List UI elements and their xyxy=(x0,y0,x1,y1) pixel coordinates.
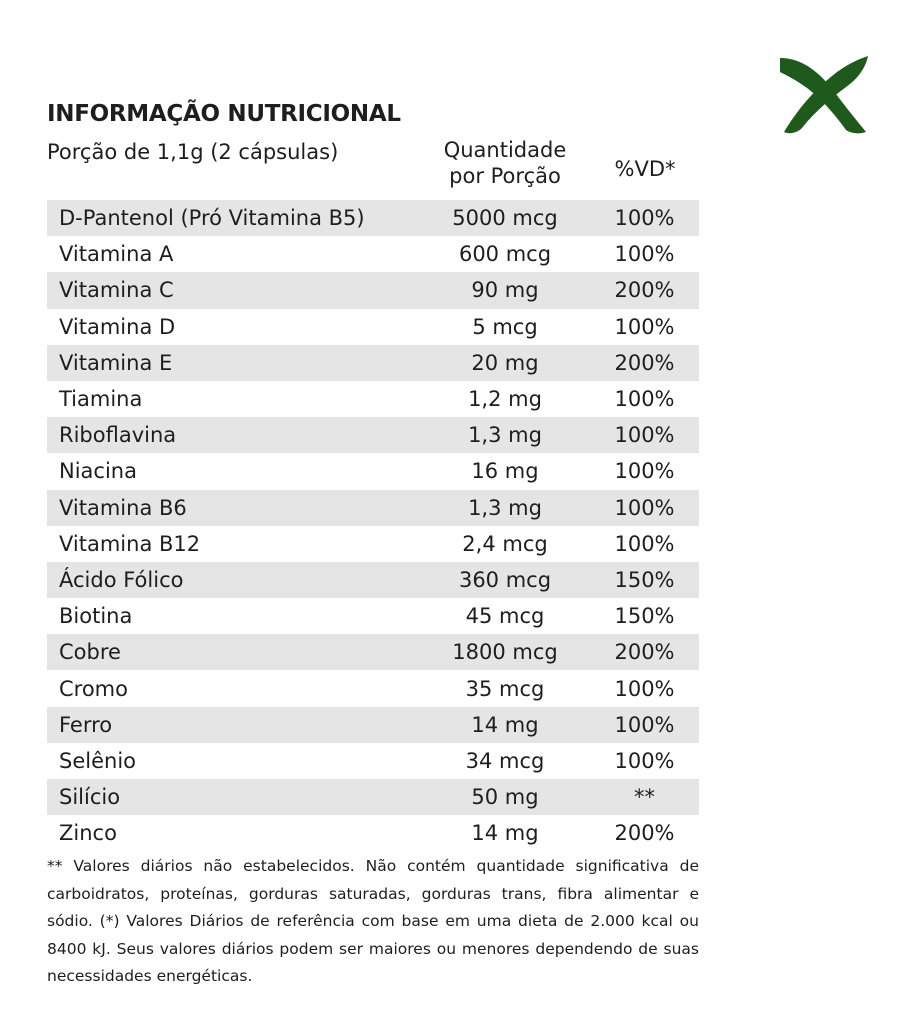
table-row xyxy=(47,236,699,272)
nutrient-name: Selênio xyxy=(59,748,136,773)
table-row xyxy=(47,381,699,417)
nutrient-quantity: 600 mcg xyxy=(458,242,552,267)
nutrient-quantity: 14 mg xyxy=(471,712,539,737)
table-row xyxy=(47,453,699,489)
column-header-quantity xyxy=(420,137,590,189)
nutrient-quantity: 1,3 mg xyxy=(468,495,542,520)
nutrient-name: Vitamina B12 xyxy=(59,531,201,556)
nutrient-vd: 100% xyxy=(614,531,675,556)
table-row xyxy=(47,598,699,634)
nutrient-vd: 200% xyxy=(614,640,675,665)
nutrient-name: D-Pantenol (Pró Vitamina B5) xyxy=(59,206,365,231)
nutrient-vd: 100% xyxy=(614,676,675,701)
nutrient-name: Vitamina A xyxy=(59,242,174,267)
table-row xyxy=(47,345,699,381)
nutrient-quantity: 5 mcg xyxy=(472,314,538,339)
nutrient-vd: 100% xyxy=(614,314,675,339)
nutrient-quantity: 2,4 mcg xyxy=(462,531,548,556)
column-header-quantity-line1: Quantidade xyxy=(443,138,567,162)
table-row xyxy=(47,526,699,562)
nutrient-vd: ** xyxy=(634,785,655,810)
nutrient-quantity: 1,2 mg xyxy=(468,387,542,412)
nutrient-name: Tiamina xyxy=(59,387,143,412)
nutrient-quantity: 1,3 mg xyxy=(468,423,542,448)
column-header-quantity-line2: por Porção xyxy=(449,164,561,188)
nutrient-name: Silício xyxy=(59,785,121,810)
nutrient-vd: 100% xyxy=(614,748,675,773)
nutrient-vd: 200% xyxy=(614,350,675,375)
nutrient-name: Ferro xyxy=(59,712,113,737)
nutrient-quantity: 1800 mcg xyxy=(452,640,558,665)
nutrient-vd: 100% xyxy=(614,423,675,448)
table-row xyxy=(47,562,699,598)
nutrient-name: Vitamina C xyxy=(59,278,174,303)
page-title: INFORMAÇÃO NUTRICIONAL xyxy=(47,101,401,127)
nutrient-vd: 100% xyxy=(614,459,675,484)
nutrient-name: Ácido Fólico xyxy=(59,567,184,592)
table-row xyxy=(47,743,699,779)
footnote: ** Valores diários não estabelecidos. Não contém quantidade significativa de carboidratos, proteínas, gorduras saturadas, gorduras trans, fibra alimentar e sódio. (*) Valores Diários de referência com base em uma dieta de 2.000 kcal ou 8400 kJ. Seus valores diários podem ser maiores ou menores dependendo de suas necessidades energéticas. xyxy=(47,857,699,985)
nutrient-vd: 100% xyxy=(614,242,675,267)
nutrient-vd: 100% xyxy=(614,495,675,520)
nutrient-vd: 100% xyxy=(614,387,675,412)
nutrient-name: Cobre xyxy=(59,640,121,665)
nutrient-quantity: 34 mcg xyxy=(465,748,545,773)
nutrient-quantity: 14 mg xyxy=(471,821,539,846)
portion-size: Porção de 1,1g (2 cápsulas) xyxy=(47,140,339,164)
nutrient-vd: 200% xyxy=(614,278,675,303)
table-row xyxy=(47,200,699,236)
table-row xyxy=(47,417,699,453)
nutrient-quantity: 360 mcg xyxy=(458,567,552,592)
x-leaf-logo-icon xyxy=(776,52,870,136)
table-row xyxy=(47,779,699,815)
brand-logo-icon xyxy=(776,52,870,136)
nutrient-name: Riboflavina xyxy=(59,423,177,448)
table-row xyxy=(47,490,699,526)
nutrient-quantity: 45 mcg xyxy=(465,604,545,629)
nutrient-quantity: 90 mg xyxy=(471,278,539,303)
nutrient-quantity: 20 mg xyxy=(471,350,539,375)
nutrient-vd: 100% xyxy=(614,712,675,737)
nutrient-quantity: 5000 mcg xyxy=(452,206,558,231)
table-row xyxy=(47,309,699,345)
nutrient-name: Zinco xyxy=(59,821,117,846)
nutrient-name: Vitamina E xyxy=(59,350,173,375)
nutrient-vd: 150% xyxy=(614,567,675,592)
nutrition-table xyxy=(47,200,699,851)
nutrient-quantity: 35 mcg xyxy=(465,676,545,701)
nutrient-vd: 200% xyxy=(614,821,675,846)
table-row xyxy=(47,670,699,706)
table-row xyxy=(47,634,699,670)
nutrient-name: Vitamina B6 xyxy=(59,495,187,520)
table-row xyxy=(47,707,699,743)
table-row xyxy=(47,272,699,308)
nutrient-vd: 100% xyxy=(614,206,675,231)
nutrient-name: Vitamina D xyxy=(59,314,176,339)
column-header-vd: %VD* xyxy=(614,157,676,181)
table-row xyxy=(47,815,699,851)
nutrient-name: Cromo xyxy=(59,676,128,701)
nutrient-quantity: 50 mg xyxy=(471,785,539,810)
nutrient-name: Biotina xyxy=(59,604,133,629)
nutrient-quantity: 16 mg xyxy=(471,459,539,484)
nutrient-vd: 150% xyxy=(614,604,675,629)
nutrient-name: Niacina xyxy=(59,459,137,484)
